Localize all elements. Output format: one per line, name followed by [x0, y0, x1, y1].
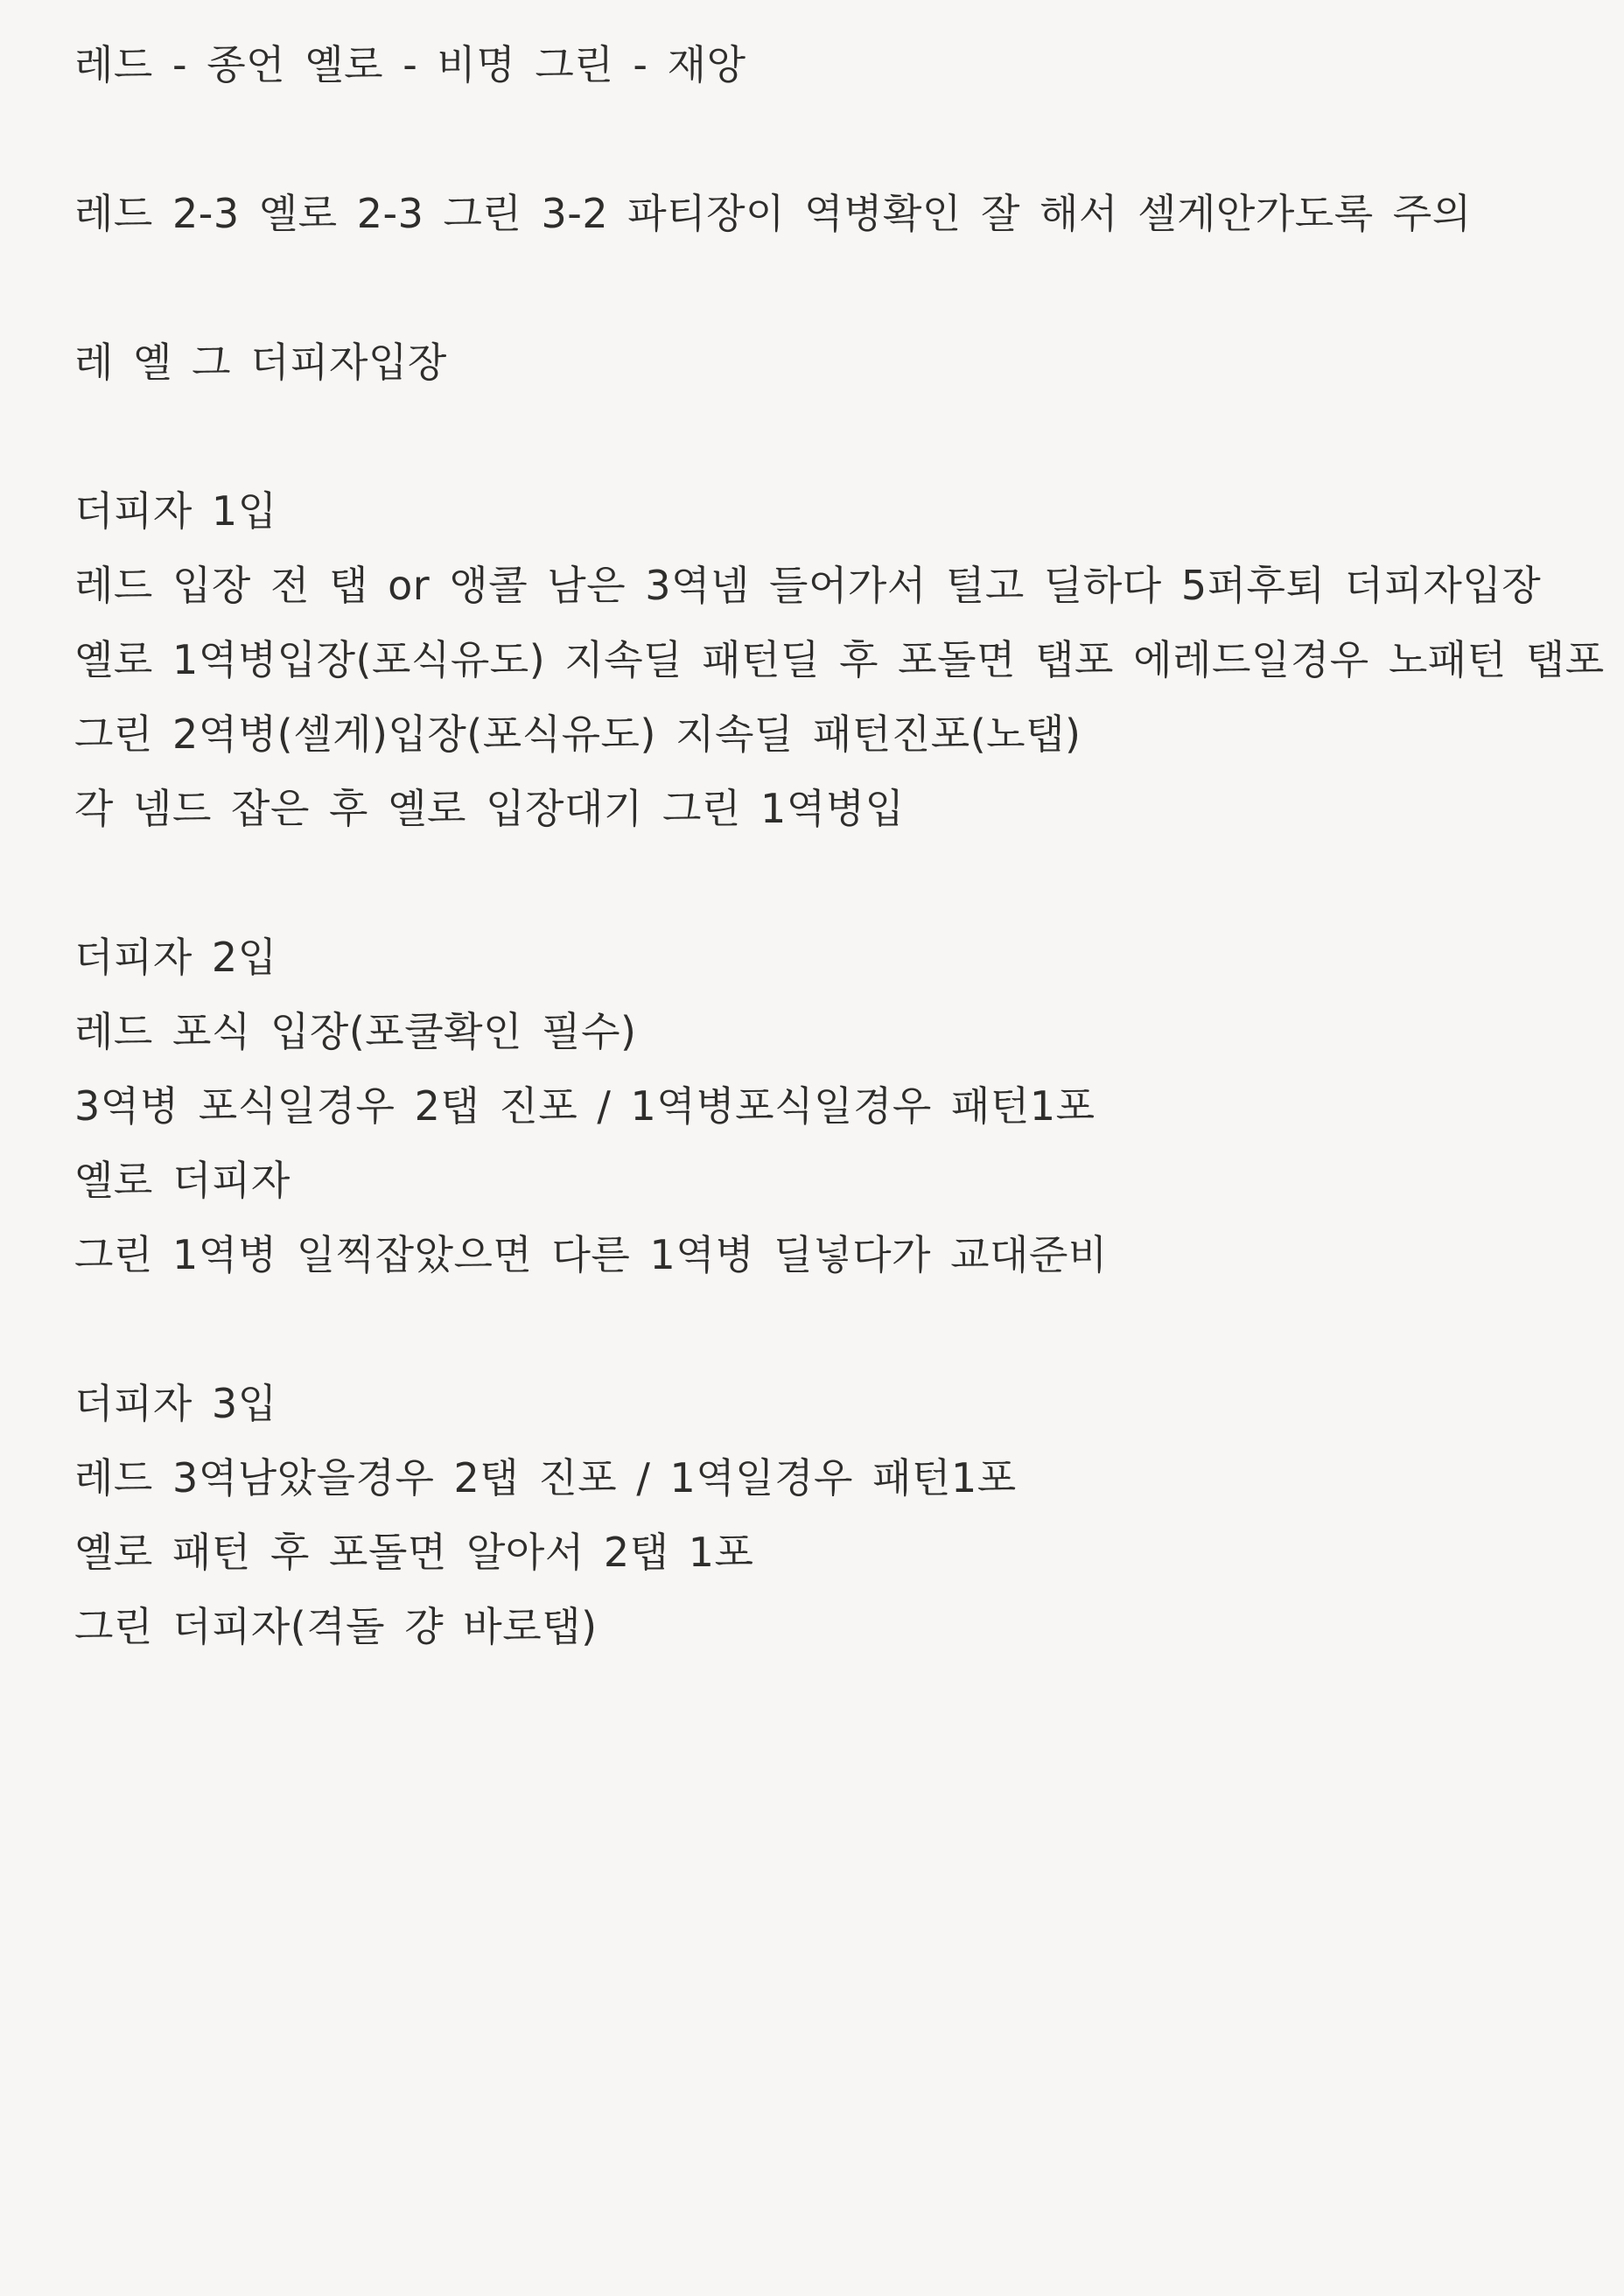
- note-line: 그린 2역병(셀게)입장(포식유도) 지속딜 패턴진포(노탭): [74, 710, 1082, 758]
- rotation-order-line: 레드 2-3 옐로 2-3 그린 3-2 파티장이 역병확인 잘 해서 셀게안가도록 주의: [74, 190, 1472, 237]
- spacer: [74, 846, 1589, 920]
- entry-summary-line: 레 옐 그 더피자입장: [74, 339, 447, 386]
- spacer: [74, 400, 1589, 474]
- note-line: 옐로 더피자: [74, 1157, 290, 1204]
- section-title: 더피자 1입: [74, 487, 277, 535]
- note-line: 옐로 1역병입장(포식유도) 지속딜 패턴딜 후 포돌면 탭포 에레드일경우 노패턴 탭포: [74, 636, 1605, 683]
- spacer: [74, 1292, 1589, 1367]
- section-phase-3: [74, 1367, 1589, 1664]
- section-title: 더피자 2입: [74, 934, 277, 981]
- note-line: 옐로 패턴 후 포돌면 알아서 2탭 1포: [74, 1529, 754, 1576]
- note-line: 레드 입장 전 탭 or 앵콜 남은 3역넴 들어가서 털고 딜하다 5퍼후퇴 더피자입장: [74, 562, 1542, 609]
- boss-color-mapping-line: 레드 - 종언 옐로 - 비명 그린 - 재앙: [74, 41, 746, 88]
- section-phase-2: [74, 920, 1589, 1292]
- spacer: [74, 251, 1589, 326]
- section-phase-1: [74, 474, 1605, 846]
- note-line: 레드 3역남았을경우 2탭 진포 / 1역일경우 패턴1포: [74, 1454, 1017, 1502]
- note-line: 그린 더피자(격돌 걍 바로탭): [74, 1603, 598, 1650]
- note-line: 각 넴드 잡은 후 옐로 입장대기 그린 1역병입: [74, 785, 905, 832]
- spacer: [74, 102, 1589, 177]
- note-line: 레드 포식 입장(포쿨확인 필수): [74, 1008, 637, 1055]
- note-line: 그린 1역병 일찍잡았으면 다른 1역병 딜넣다가 교대준비: [74, 1231, 1108, 1278]
- note-line: 3역병 포식일경우 2탭 진포 / 1역병포식일경우 패턴1포: [74, 1082, 1096, 1130]
- section-title: 더피자 3입: [74, 1380, 277, 1427]
